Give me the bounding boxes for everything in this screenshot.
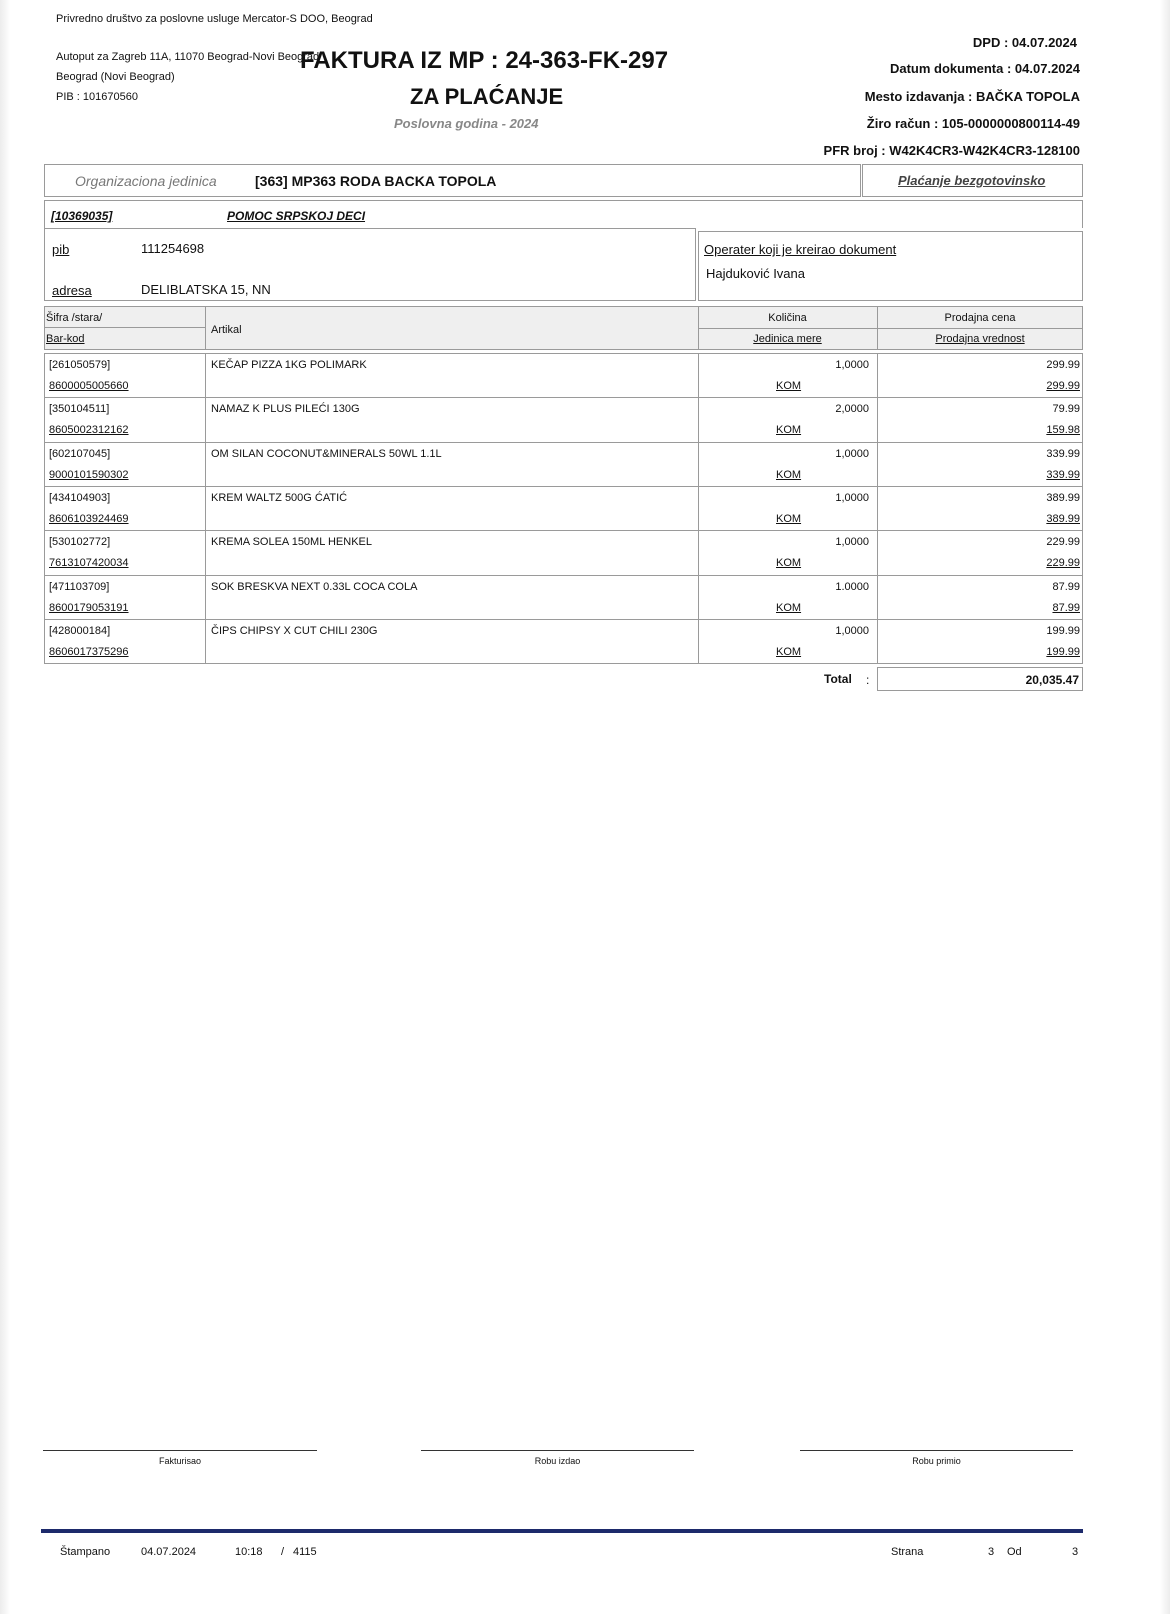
item-barcode: 8606017375296 bbox=[49, 646, 129, 658]
signature-line-received bbox=[800, 1450, 1073, 1451]
item-value: 199.99 bbox=[1046, 646, 1080, 658]
customer-address-value: DELIBLATSKA 15, NN bbox=[141, 282, 271, 297]
item-unit: KOM bbox=[776, 646, 802, 658]
item-unit: KOM bbox=[776, 424, 802, 436]
column-divider bbox=[877, 353, 878, 664]
item-barcode: 9000101590302 bbox=[49, 469, 129, 481]
item-code: [530102772] bbox=[49, 536, 111, 548]
header-barcode: Bar-kod bbox=[46, 333, 85, 345]
item-value: 229.99 bbox=[1046, 557, 1080, 569]
payment-box bbox=[862, 164, 1083, 197]
item-quantity: 1,0000 bbox=[835, 536, 869, 548]
item-quantity: 1,0000 bbox=[835, 492, 869, 504]
item-price: 299.99 bbox=[1046, 359, 1080, 371]
page-of-label: Od bbox=[1007, 1546, 1022, 1558]
item-code: [428000184] bbox=[49, 625, 111, 637]
printed-date: 04.07.2024 bbox=[141, 1546, 197, 1558]
customer-details-box bbox=[44, 228, 696, 301]
company-address: Autoput za Zagreb 11A, 11070 Beograd-Novi Beograd bbox=[56, 51, 320, 63]
item-quantity: 1,0000 bbox=[835, 625, 869, 637]
item-value: 339.99 bbox=[1046, 469, 1080, 481]
document-date: Datum dokumenta : 04.07.2024 bbox=[889, 61, 1080, 76]
row-divider bbox=[44, 575, 1083, 576]
item-quantity: 2,0000 bbox=[835, 403, 869, 415]
total-value: 20,035.47 bbox=[1025, 673, 1079, 687]
printed-separator: / bbox=[281, 1546, 285, 1558]
row-divider bbox=[44, 442, 1083, 443]
page-edge-right bbox=[1160, 0, 1170, 1614]
item-value: 87.99 bbox=[1052, 602, 1080, 614]
header-divider bbox=[44, 327, 205, 328]
item-article: KREMA SOLEA 150ML HENKEL bbox=[211, 536, 372, 548]
invoice-subtitle: ZA PLAĆANJE bbox=[410, 84, 564, 109]
header-value: Prodajna vrednost bbox=[935, 333, 1025, 345]
page-total: 3 bbox=[1072, 1546, 1079, 1558]
item-value: 389.99 bbox=[1046, 513, 1080, 525]
item-quantity: 1,0000 bbox=[835, 448, 869, 460]
column-divider bbox=[205, 353, 206, 664]
item-article: SOK BRESKVA NEXT 0.33L COCA COLA bbox=[211, 581, 418, 593]
header-divider bbox=[698, 328, 1083, 329]
item-code: [434104903] bbox=[49, 492, 111, 504]
table-grid bbox=[44, 353, 1083, 664]
item-value: 159.98 bbox=[1046, 424, 1080, 436]
total-colon: : bbox=[866, 673, 870, 687]
payment-method: Plaćanje bezgotovinsko bbox=[898, 173, 1046, 188]
item-price: 79.99 bbox=[1052, 403, 1080, 415]
header-code: Šifra /stara/ bbox=[46, 312, 103, 324]
operator-name: Hajduković Ivana bbox=[706, 266, 805, 281]
item-article: ČIPS CHIPSY X CUT CHILI 230G bbox=[211, 625, 378, 637]
item-price: 199.99 bbox=[1046, 625, 1080, 637]
page-current: 3 bbox=[988, 1546, 995, 1558]
item-code: [471103709] bbox=[49, 581, 110, 593]
operator-box bbox=[698, 231, 1083, 301]
header-quantity: Količina bbox=[768, 312, 807, 324]
row-divider bbox=[44, 619, 1083, 620]
item-article: NAMAZ K PLUS PILEĆI 130G bbox=[211, 403, 360, 415]
header-article: Artikal bbox=[211, 324, 242, 336]
header-unit: Jedinica mere bbox=[753, 333, 822, 345]
item-value: 299.99 bbox=[1046, 380, 1080, 392]
item-price: 87.99 bbox=[1052, 581, 1080, 593]
item-price: 229.99 bbox=[1046, 536, 1080, 548]
customer-name: POMOC SRPSKOJ DECI bbox=[227, 209, 366, 223]
item-code: [261050579] bbox=[49, 359, 111, 371]
org-unit-label: Organizaciona jedinica bbox=[75, 173, 217, 189]
customer-code: [10369035] bbox=[51, 209, 113, 223]
place-of-issue: Mesto izdavanja : BAČKA TOPOLA bbox=[864, 89, 1080, 104]
footer-bar bbox=[41, 1529, 1083, 1533]
signature-line-invoiced bbox=[43, 1450, 317, 1451]
row-divider bbox=[44, 397, 1083, 398]
printed-id: 4115 bbox=[293, 1546, 317, 1558]
item-unit: KOM bbox=[776, 380, 802, 392]
company-pib: PIB : 101670560 bbox=[56, 91, 138, 103]
item-article: OM SILAN COCONUT&MINERALS 50WL 1.1L bbox=[211, 448, 442, 460]
item-quantity: 1,0000 bbox=[835, 359, 869, 371]
item-barcode: 8606103924469 bbox=[49, 513, 129, 525]
org-unit-value: [363] MP363 RODA BACKA TOPOLA bbox=[255, 173, 497, 189]
invoice-title: FAKTURA IZ MP : 24-363-FK-297 bbox=[300, 47, 669, 74]
column-divider bbox=[698, 353, 699, 664]
item-barcode: 8605002312162 bbox=[49, 424, 129, 436]
printed-time: 10:18 bbox=[235, 1546, 263, 1558]
page-label: Strana bbox=[891, 1546, 924, 1558]
company-city: Beograd (Novi Beograd) bbox=[56, 71, 175, 83]
item-quantity: 1.0000 bbox=[835, 581, 869, 593]
item-barcode: 8600005005660 bbox=[49, 380, 129, 392]
customer-address-label: adresa bbox=[52, 283, 92, 298]
item-code: [350104511] bbox=[49, 403, 110, 415]
item-article: KREM WALTZ 500G ĆATIĆ bbox=[211, 492, 348, 504]
item-barcode: 7613107420034 bbox=[49, 557, 129, 569]
item-unit: KOM bbox=[776, 513, 802, 525]
org-unit-box bbox=[44, 164, 861, 197]
total-label: Total bbox=[824, 672, 852, 686]
item-article: KEČAP PIZZA 1KG POLIMARK bbox=[211, 359, 367, 371]
header-price: Prodajna cena bbox=[944, 312, 1016, 324]
customer-pib-label: pib bbox=[52, 242, 70, 257]
signature-label-received: Robu primio bbox=[912, 1456, 961, 1466]
customer-header-box bbox=[44, 200, 1083, 228]
item-unit: KOM bbox=[776, 469, 802, 481]
company-name: Privredno društvo za poslovne usluge Mercator-S DOO, Beograd bbox=[56, 13, 373, 25]
customer-pib-value: 111254698 bbox=[141, 241, 205, 256]
header-divider bbox=[205, 306, 206, 350]
signature-label-issued: Robu izdao bbox=[534, 1456, 581, 1466]
pfr-number: PFR broj : W42K4CR3-W42K4CR3-128100 bbox=[823, 143, 1080, 158]
item-price: 389.99 bbox=[1046, 492, 1080, 504]
dpd-date: DPD : 04.07.2024 bbox=[972, 35, 1077, 50]
fiscal-year: Poslovna godina - 2024 bbox=[394, 116, 539, 131]
item-price: 339.99 bbox=[1046, 448, 1080, 460]
item-barcode: 8600179053191 bbox=[49, 602, 129, 614]
bank-account: Žiro račun : 105-0000000800114-49 bbox=[866, 116, 1080, 131]
row-divider bbox=[44, 530, 1083, 531]
printed-label: Štampano bbox=[60, 1546, 111, 1558]
total-box bbox=[877, 667, 1083, 691]
item-code: [602107045] bbox=[49, 448, 111, 460]
page-edge-left bbox=[0, 0, 10, 1614]
item-unit: KOM bbox=[776, 557, 802, 569]
operator-label: Operater koji je kreirao dokument bbox=[704, 242, 897, 257]
item-unit: KOM bbox=[776, 602, 802, 614]
row-divider bbox=[44, 486, 1083, 487]
signature-line-issued bbox=[421, 1450, 694, 1451]
signature-label-invoiced: Fakturisao bbox=[158, 1456, 202, 1466]
